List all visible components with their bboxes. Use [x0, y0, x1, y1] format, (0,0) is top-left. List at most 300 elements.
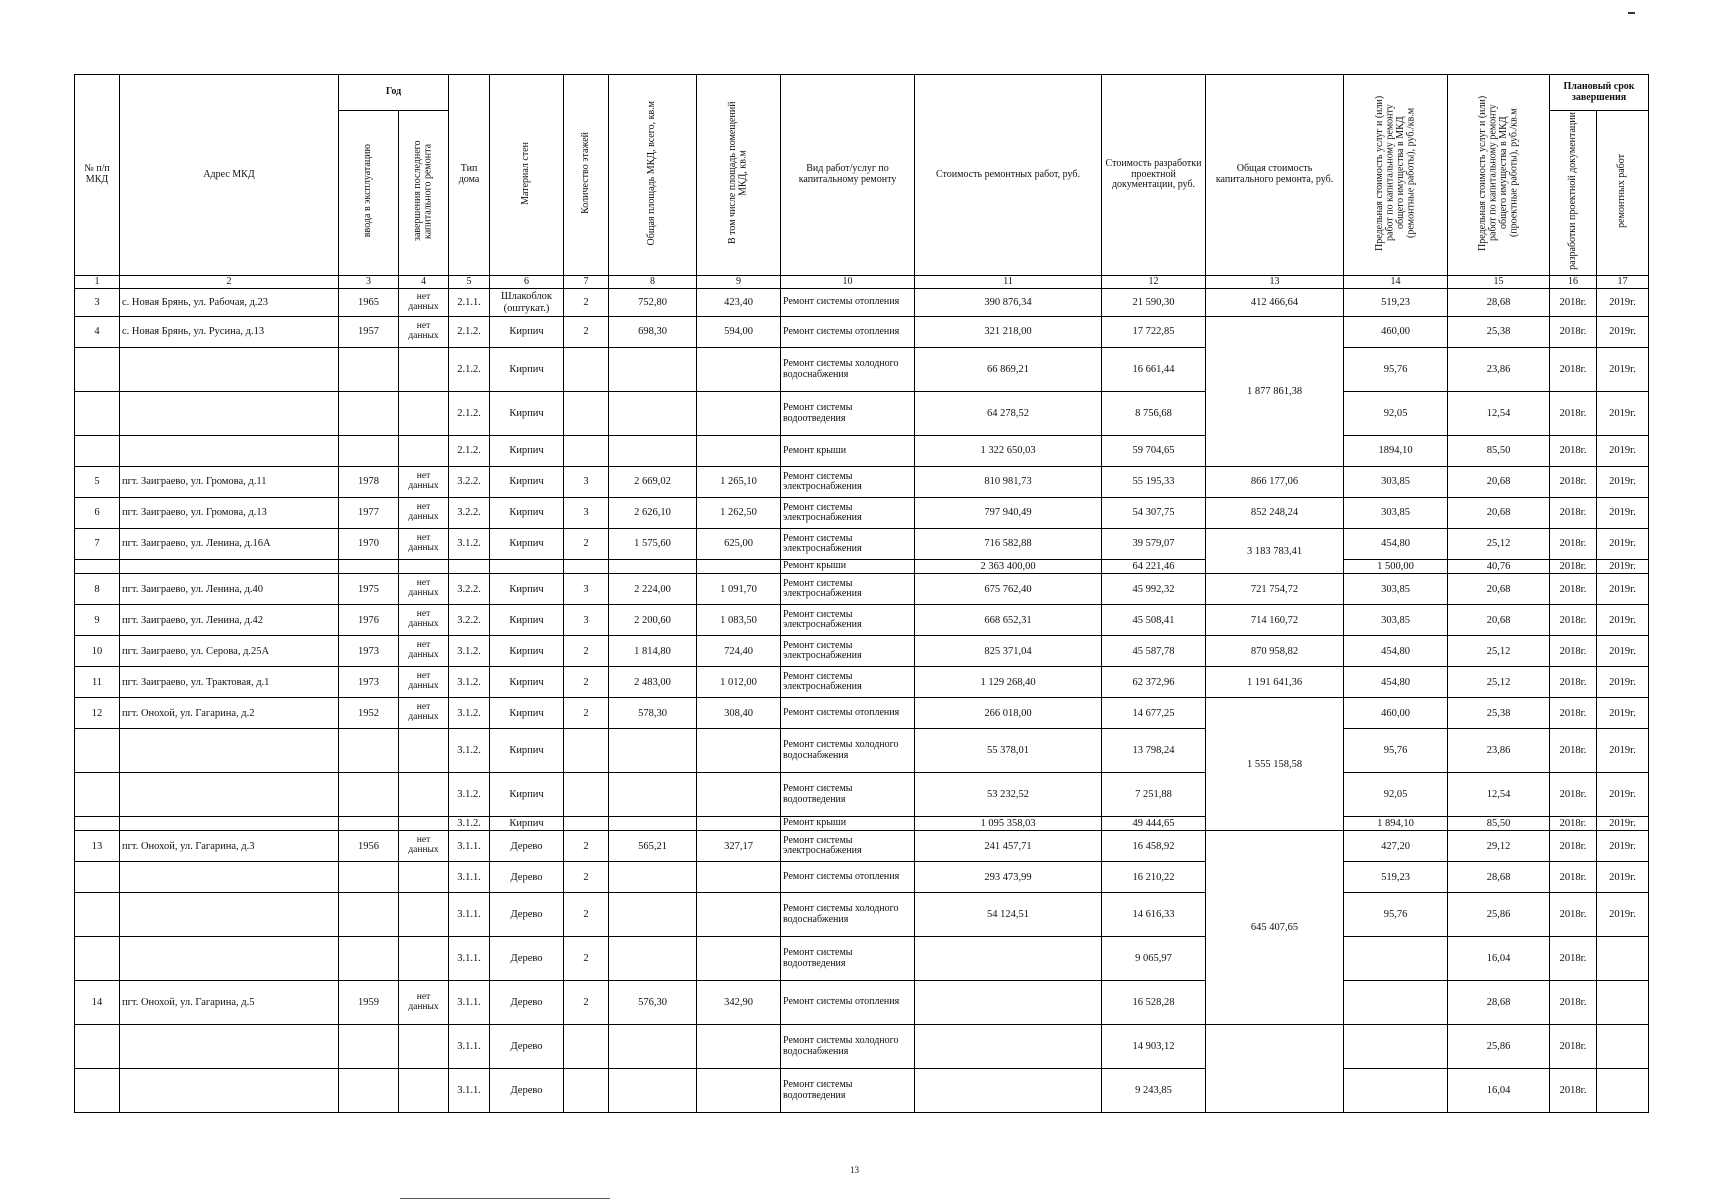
work-type-cell: Ремонт системы отопления: [781, 862, 915, 893]
total-area-cell: 752,80: [609, 289, 697, 317]
total-cost-cell: 3 183 783,41: [1206, 529, 1344, 574]
address-cell: [120, 729, 339, 773]
limit-design-cell: 20,68: [1448, 574, 1550, 605]
limit-repair-cell: 95,76: [1344, 348, 1448, 392]
table-row: [75, 729, 1649, 773]
no-cell: [75, 893, 120, 937]
no-cell: [75, 436, 120, 467]
total-area-cell: [609, 862, 697, 893]
address-cell: [120, 1069, 339, 1113]
premises-area-cell: [697, 817, 781, 831]
limit-design-cell: 85,50: [1448, 436, 1550, 467]
no-cell: [75, 392, 120, 436]
column-numbers-row: [75, 275, 1649, 289]
wall-material-cell: Кирпич: [490, 348, 564, 392]
year-repair-cell: [399, 893, 449, 937]
limit-design-cell: 23,86: [1448, 729, 1550, 773]
limit-design-cell: 20,68: [1448, 498, 1550, 529]
table-row: [75, 467, 1649, 498]
work-type-cell: Ремонт системы электроснабжения: [781, 498, 915, 529]
design-cost-cell: 62 372,96: [1102, 667, 1206, 698]
premises-area-cell: 1 091,70: [697, 574, 781, 605]
work-type-cell: Ремонт системы водоотведения: [781, 392, 915, 436]
wall-material-cell: Кирпич: [490, 392, 564, 436]
house-type-cell: 2.1.2.: [449, 392, 490, 436]
limit-design-cell: 25,12: [1448, 636, 1550, 667]
house-type-cell: 3.1.2.: [449, 636, 490, 667]
limit-design-cell: 12,54: [1448, 773, 1550, 817]
plan-design-cell: 2018г.: [1550, 436, 1597, 467]
address-cell: пгт. Заиграево, ул. Ленина, д.16А: [120, 529, 339, 560]
total-cost-cell: 1 191 641,36: [1206, 667, 1344, 698]
repair-cost-cell: 293 473,99: [915, 862, 1102, 893]
limit-design-cell: 85,50: [1448, 817, 1550, 831]
header-plan-repair: ремонтных работ: [1597, 111, 1649, 276]
total-cost-cell: 721 754,72: [1206, 574, 1344, 605]
header-year-entry: ввода в эксплуатацию: [339, 111, 399, 276]
plan-design-cell: 2018г.: [1550, 636, 1597, 667]
limit-design-cell: 28,68: [1448, 289, 1550, 317]
design-cost-cell: 8 756,68: [1102, 392, 1206, 436]
plan-repair-cell: 2019г.: [1597, 348, 1649, 392]
year-repair-cell: нет данных: [399, 667, 449, 698]
floors-cell: [564, 436, 609, 467]
repair-cost-cell: 390 876,34: [915, 289, 1102, 317]
table-row: [75, 893, 1649, 937]
year-entry-cell: [339, 392, 399, 436]
column-number: 2: [120, 275, 339, 289]
total-area-cell: [609, 436, 697, 467]
design-cost-cell: 45 508,41: [1102, 605, 1206, 636]
plan-repair-cell: 2019г.: [1597, 317, 1649, 348]
table-row: [75, 1025, 1649, 1069]
no-cell: 4: [75, 317, 120, 348]
table-row: [75, 862, 1649, 893]
limit-repair-cell: 1 500,00: [1344, 560, 1448, 574]
house-type-cell: 3.2.2.: [449, 605, 490, 636]
no-cell: 5: [75, 467, 120, 498]
premises-area-cell: 625,00: [697, 529, 781, 560]
address-cell: пгт. Заиграево, ул. Серова, д.25А: [120, 636, 339, 667]
repair-program-table: [74, 74, 1649, 1113]
floors-cell: 2: [564, 893, 609, 937]
column-number: 6: [490, 275, 564, 289]
table-row: [75, 317, 1649, 348]
year-entry-cell: [339, 729, 399, 773]
no-cell: 14: [75, 981, 120, 1025]
plan-repair-cell: 2019г.: [1597, 289, 1649, 317]
plan-repair-cell: 2019г.: [1597, 862, 1649, 893]
total-area-cell: [609, 729, 697, 773]
plan-design-cell: 2018г.: [1550, 560, 1597, 574]
work-type-cell: Ремонт системы электроснабжения: [781, 574, 915, 605]
header-wall-material: Материал стен: [490, 75, 564, 276]
year-entry-cell: 1975: [339, 574, 399, 605]
header-limit-repair: Предельная стоимость услуг и (или) работ по капитальному ремонту общего имущества в МКД (ремонтные работы), руб./кв.м: [1344, 75, 1448, 276]
work-type-cell: Ремонт системы электроснабжения: [781, 667, 915, 698]
wall-material-cell: Кирпич: [490, 698, 564, 729]
work-type-cell: Ремонт крыши: [781, 436, 915, 467]
address-cell: пгт. Заиграево, ул. Громова, д.11: [120, 467, 339, 498]
wall-material-cell: [490, 560, 564, 574]
no-cell: [75, 348, 120, 392]
work-type-cell: Ремонт системы холодного водоснабжения: [781, 729, 915, 773]
floors-cell: 3: [564, 605, 609, 636]
floors-cell: 2: [564, 862, 609, 893]
no-cell: 13: [75, 831, 120, 862]
plan-design-cell: 2018г.: [1550, 862, 1597, 893]
wall-material-cell: Дерево: [490, 1025, 564, 1069]
repair-cost-cell: 797 940,49: [915, 498, 1102, 529]
total-area-cell: [609, 1069, 697, 1113]
limit-repair-cell: 454,80: [1344, 667, 1448, 698]
year-repair-cell: [399, 773, 449, 817]
no-cell: [75, 817, 120, 831]
repair-cost-cell: 825 371,04: [915, 636, 1102, 667]
year-entry-cell: [339, 773, 399, 817]
plan-design-cell: 2018г.: [1550, 1069, 1597, 1113]
table-row: [75, 289, 1649, 317]
design-cost-cell: 14 903,12: [1102, 1025, 1206, 1069]
no-cell: [75, 1069, 120, 1113]
plan-design-cell: 2018г.: [1550, 348, 1597, 392]
no-cell: [75, 560, 120, 574]
table-row: [75, 1069, 1649, 1113]
table-row: [75, 937, 1649, 981]
year-repair-cell: нет данных: [399, 605, 449, 636]
work-type-cell: Ремонт системы холодного водоснабжения: [781, 1025, 915, 1069]
plan-repair-cell: 2019г.: [1597, 773, 1649, 817]
limit-repair-cell: [1344, 1025, 1448, 1069]
limit-design-cell: 29,12: [1448, 831, 1550, 862]
limit-repair-cell: 303,85: [1344, 605, 1448, 636]
design-cost-cell: 16 458,92: [1102, 831, 1206, 862]
limit-repair-cell: 519,23: [1344, 289, 1448, 317]
wall-material-cell: Кирпич: [490, 729, 564, 773]
total-area-cell: [609, 893, 697, 937]
column-number: 3: [339, 275, 399, 289]
repair-cost-cell: 810 981,73: [915, 467, 1102, 498]
limit-repair-cell: [1344, 981, 1448, 1025]
year-repair-cell: [399, 436, 449, 467]
plan-repair-cell: 2019г.: [1597, 698, 1649, 729]
limit-repair-cell: 303,85: [1344, 498, 1448, 529]
wall-material-cell: Кирпич: [490, 605, 564, 636]
floors-cell: [564, 1069, 609, 1113]
plan-design-cell: 2018г.: [1550, 605, 1597, 636]
column-number: 15: [1448, 275, 1550, 289]
wall-material-cell: Кирпич: [490, 773, 564, 817]
limit-design-cell: 25,38: [1448, 317, 1550, 348]
limit-design-cell: 25,12: [1448, 667, 1550, 698]
design-cost-cell: 7 251,88: [1102, 773, 1206, 817]
work-type-cell: Ремонт системы водоотведения: [781, 937, 915, 981]
repair-cost-cell: 266 018,00: [915, 698, 1102, 729]
premises-area-cell: [697, 1069, 781, 1113]
limit-design-cell: 28,68: [1448, 862, 1550, 893]
plan-repair-cell: 2019г.: [1597, 436, 1649, 467]
header-limit-design: Предельная стоимость услуг и (или) работ по капитальному ремонту общего имущества в МКД (проектные работы), руб./кв.м: [1448, 75, 1550, 276]
plan-repair-cell: 2019г.: [1597, 605, 1649, 636]
no-cell: 7: [75, 529, 120, 560]
plan-design-cell: 2018г.: [1550, 981, 1597, 1025]
address-cell: [120, 893, 339, 937]
design-cost-cell: 14 677,25: [1102, 698, 1206, 729]
total-area-cell: [609, 817, 697, 831]
limit-design-cell: 25,12: [1448, 529, 1550, 560]
work-type-cell: Ремонт системы электроснабжения: [781, 529, 915, 560]
repair-cost-cell: 321 218,00: [915, 317, 1102, 348]
repair-cost-cell: 55 378,01: [915, 729, 1102, 773]
year-entry-cell: [339, 436, 399, 467]
total-area-cell: 698,30: [609, 317, 697, 348]
repair-cost-cell: 716 582,88: [915, 529, 1102, 560]
wall-material-cell: Дерево: [490, 831, 564, 862]
year-repair-cell: нет данных: [399, 636, 449, 667]
plan-repair-cell: [1597, 1025, 1649, 1069]
year-entry-cell: [339, 348, 399, 392]
table-row: [75, 817, 1649, 831]
wall-material-cell: Кирпич: [490, 574, 564, 605]
limit-design-cell: 25,86: [1448, 1025, 1550, 1069]
house-type-cell: 3.1.2.: [449, 817, 490, 831]
work-type-cell: Ремонт системы холодного водоснабжения: [781, 893, 915, 937]
plan-design-cell: 2018г.: [1550, 392, 1597, 436]
plan-repair-cell: 2019г.: [1597, 729, 1649, 773]
repair-cost-cell: 64 278,52: [915, 392, 1102, 436]
total-cost-cell: [1206, 1025, 1344, 1113]
plan-design-cell: 2018г.: [1550, 698, 1597, 729]
floors-cell: [564, 560, 609, 574]
table-row: [75, 498, 1649, 529]
repair-cost-cell: [915, 981, 1102, 1025]
table-row: [75, 436, 1649, 467]
plan-repair-cell: 2019г.: [1597, 636, 1649, 667]
design-cost-cell: 39 579,07: [1102, 529, 1206, 560]
column-number: 9: [697, 275, 781, 289]
limit-design-cell: 25,38: [1448, 698, 1550, 729]
total-area-cell: [609, 560, 697, 574]
year-repair-cell: [399, 1025, 449, 1069]
design-cost-cell: 13 798,24: [1102, 729, 1206, 773]
house-type-cell: 3.2.2.: [449, 498, 490, 529]
header-floors: Количество этажей: [564, 75, 609, 276]
year-entry-cell: 1957: [339, 317, 399, 348]
floors-cell: 2: [564, 698, 609, 729]
work-type-cell: Ремонт системы электроснабжения: [781, 636, 915, 667]
house-type-cell: 3.1.2.: [449, 529, 490, 560]
floors-cell: 3: [564, 574, 609, 605]
table-row: [75, 348, 1649, 392]
year-repair-cell: нет данных: [399, 467, 449, 498]
total-area-cell: 578,30: [609, 698, 697, 729]
year-entry-cell: 1952: [339, 698, 399, 729]
address-cell: [120, 392, 339, 436]
house-type-cell: 2.1.1.: [449, 289, 490, 317]
repair-cost-cell: 668 652,31: [915, 605, 1102, 636]
header-no: № п/п МКД: [75, 75, 120, 276]
limit-repair-cell: [1344, 1069, 1448, 1113]
floors-cell: 2: [564, 667, 609, 698]
table-row: [75, 698, 1649, 729]
address-cell: пгт. Заиграево, ул. Ленина, д.42: [120, 605, 339, 636]
column-number: 5: [449, 275, 490, 289]
repair-cost-cell: 1 129 268,40: [915, 667, 1102, 698]
repair-cost-cell: 241 457,71: [915, 831, 1102, 862]
limit-design-cell: 40,76: [1448, 560, 1550, 574]
table-body: [75, 289, 1649, 1113]
year-entry-cell: [339, 1069, 399, 1113]
repair-cost-cell: 66 869,21: [915, 348, 1102, 392]
premises-area-cell: [697, 862, 781, 893]
no-cell: 3: [75, 289, 120, 317]
address-cell: [120, 773, 339, 817]
column-number: 7: [564, 275, 609, 289]
year-repair-cell: [399, 817, 449, 831]
wall-material-cell: Кирпич: [490, 436, 564, 467]
column-number: 14: [1344, 275, 1448, 289]
total-area-cell: 1 814,80: [609, 636, 697, 667]
header-year-repair: завершения последнего капитального ремонта: [399, 111, 449, 276]
plan-design-cell: 2018г.: [1550, 529, 1597, 560]
total-cost-cell: 645 407,65: [1206, 831, 1344, 1025]
wall-material-cell: Кирпич: [490, 317, 564, 348]
total-cost-cell: 1 877 861,38: [1206, 317, 1344, 467]
premises-area-cell: [697, 729, 781, 773]
plan-repair-cell: 2019г.: [1597, 831, 1649, 862]
plan-design-cell: 2018г.: [1550, 773, 1597, 817]
address-cell: с. Новая Брянь, ул. Рабочая, д.23: [120, 289, 339, 317]
floors-cell: 2: [564, 529, 609, 560]
table-row: [75, 392, 1649, 436]
page-number: 13: [850, 1165, 859, 1175]
premises-area-cell: [697, 560, 781, 574]
design-cost-cell: 45 992,32: [1102, 574, 1206, 605]
repair-cost-cell: 54 124,51: [915, 893, 1102, 937]
year-entry-cell: 1976: [339, 605, 399, 636]
year-repair-cell: [399, 560, 449, 574]
plan-repair-cell: 2019г.: [1597, 574, 1649, 605]
design-cost-cell: 9 065,97: [1102, 937, 1206, 981]
year-entry-cell: 1965: [339, 289, 399, 317]
limit-repair-cell: 454,80: [1344, 636, 1448, 667]
plan-design-cell: 2018г.: [1550, 893, 1597, 937]
address-cell: пгт. Заиграево, ул. Ленина, д.40: [120, 574, 339, 605]
plan-repair-cell: [1597, 981, 1649, 1025]
floors-cell: 2: [564, 289, 609, 317]
plan-design-cell: 2018г.: [1550, 289, 1597, 317]
house-type-cell: 2.1.2.: [449, 317, 490, 348]
wall-material-cell: Кирпич: [490, 636, 564, 667]
year-entry-cell: 1956: [339, 831, 399, 862]
floors-cell: 2: [564, 636, 609, 667]
no-cell: [75, 773, 120, 817]
table-row: [75, 560, 1649, 574]
year-entry-cell: 1970: [339, 529, 399, 560]
floors-cell: 2: [564, 317, 609, 348]
header-premises-area: В том числе площадь помещений МКД, кв.м: [697, 75, 781, 276]
address-cell: с. Новая Брянь, ул. Русина, д.13: [120, 317, 339, 348]
limit-design-cell: 23,86: [1448, 348, 1550, 392]
year-repair-cell: [399, 392, 449, 436]
limit-design-cell: 20,68: [1448, 605, 1550, 636]
premises-area-cell: [697, 893, 781, 937]
year-entry-cell: 1959: [339, 981, 399, 1025]
table-header: [75, 75, 1649, 289]
house-type-cell: 3.1.1.: [449, 1069, 490, 1113]
house-type-cell: 3.1.2.: [449, 773, 490, 817]
no-cell: [75, 1025, 120, 1069]
repair-cost-cell: [915, 937, 1102, 981]
total-area-cell: 2 200,60: [609, 605, 697, 636]
repair-cost-cell: [915, 1069, 1102, 1113]
no-cell: 8: [75, 574, 120, 605]
year-repair-cell: нет данных: [399, 698, 449, 729]
year-repair-cell: [399, 937, 449, 981]
year-entry-cell: [339, 862, 399, 893]
house-type-cell: 2.1.2.: [449, 436, 490, 467]
house-type-cell: [449, 560, 490, 574]
header-repair-cost: Стоимость ремонтных работ, руб.: [915, 75, 1102, 276]
work-type-cell: Ремонт системы водоотведения: [781, 773, 915, 817]
floors-cell: 3: [564, 498, 609, 529]
floors-cell: [564, 348, 609, 392]
table-row: [75, 667, 1649, 698]
plan-design-cell: 2018г.: [1550, 498, 1597, 529]
wall-material-cell: Кирпич: [490, 529, 564, 560]
premises-area-cell: [697, 392, 781, 436]
plan-design-cell: 2018г.: [1550, 667, 1597, 698]
year-entry-cell: [339, 937, 399, 981]
column-number: 11: [915, 275, 1102, 289]
work-type-cell: Ремонт системы водоотведения: [781, 1069, 915, 1113]
limit-design-cell: 20,68: [1448, 467, 1550, 498]
total-cost-cell: 412 466,64: [1206, 289, 1344, 317]
house-type-cell: 3.1.1.: [449, 893, 490, 937]
limit-design-cell: 12,54: [1448, 392, 1550, 436]
year-entry-cell: [339, 817, 399, 831]
premises-area-cell: [697, 436, 781, 467]
table-row: [75, 981, 1649, 1025]
address-cell: пгт. Онохой, ул. Гагарина, д.2: [120, 698, 339, 729]
work-type-cell: Ремонт системы электроснабжения: [781, 831, 915, 862]
address-cell: пгт. Заиграево, ул. Громова, д.13: [120, 498, 339, 529]
house-type-cell: 3.1.1.: [449, 862, 490, 893]
plan-design-cell: 2018г.: [1550, 1025, 1597, 1069]
work-type-cell: Ремонт системы отопления: [781, 289, 915, 317]
limit-repair-cell: 92,05: [1344, 392, 1448, 436]
design-cost-cell: 49 444,65: [1102, 817, 1206, 831]
house-type-cell: 3.1.2.: [449, 729, 490, 773]
design-cost-cell: 64 221,46: [1102, 560, 1206, 574]
floors-cell: 2: [564, 831, 609, 862]
premises-area-cell: 327,17: [697, 831, 781, 862]
limit-repair-cell: 303,85: [1344, 574, 1448, 605]
limit-repair-cell: 303,85: [1344, 467, 1448, 498]
plan-design-cell: 2018г.: [1550, 817, 1597, 831]
work-type-cell: Ремонт системы отопления: [781, 981, 915, 1025]
premises-area-cell: 342,90: [697, 981, 781, 1025]
header-total-area: Общая площадь МКД, всего, кв.м: [609, 75, 697, 276]
design-cost-cell: 16 210,22: [1102, 862, 1206, 893]
design-cost-cell: 14 616,33: [1102, 893, 1206, 937]
limit-repair-cell: 460,00: [1344, 698, 1448, 729]
total-area-cell: 2 669,02: [609, 467, 697, 498]
year-entry-cell: 1977: [339, 498, 399, 529]
work-type-cell: Ремонт системы холодного водоснабжения: [781, 348, 915, 392]
house-type-cell: 3.1.1.: [449, 937, 490, 981]
floors-cell: 2: [564, 937, 609, 981]
